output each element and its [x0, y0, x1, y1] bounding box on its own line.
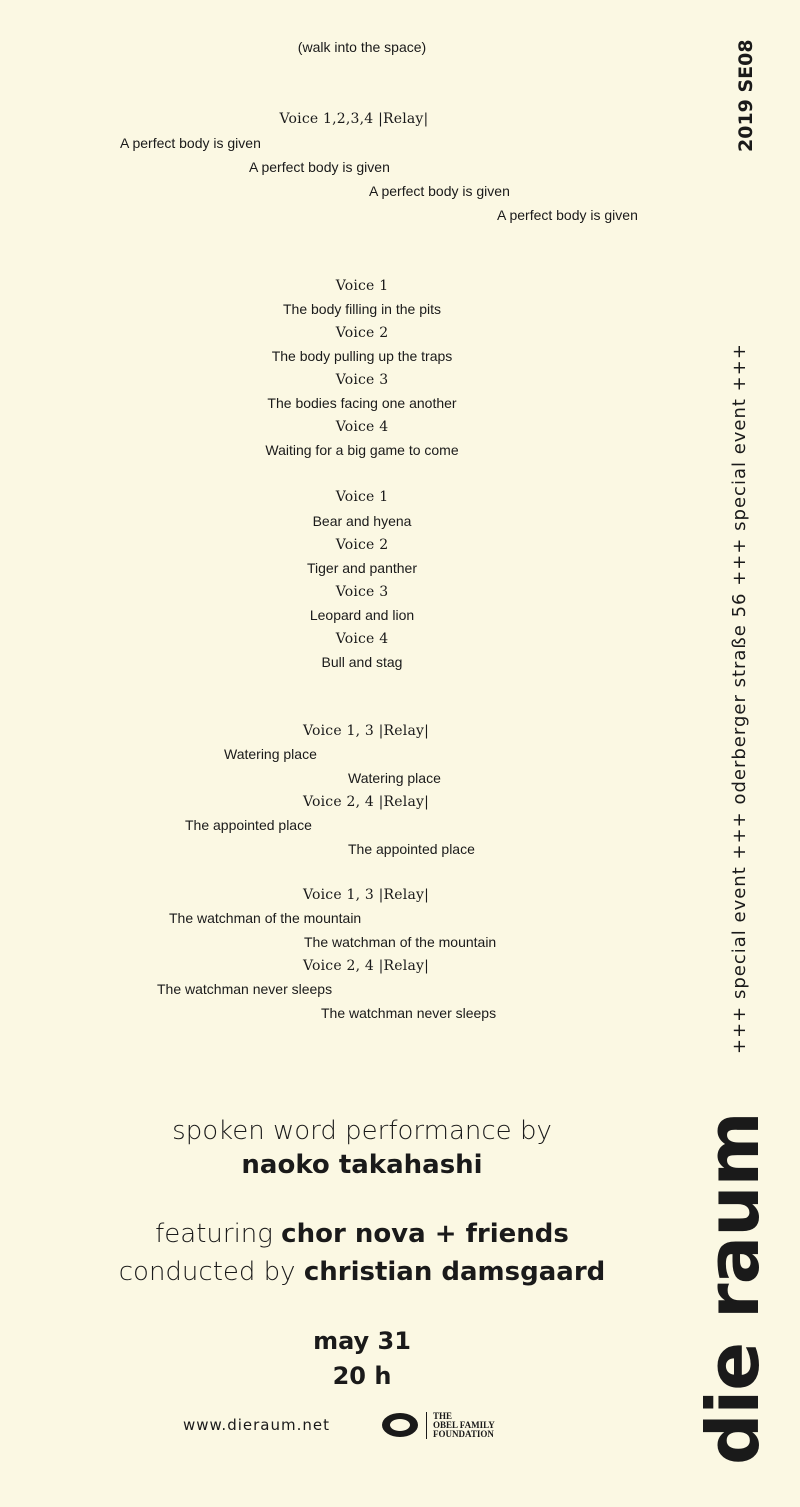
foundation-emblem-icon: [380, 1411, 420, 1439]
text-line: The appointed place: [185, 817, 312, 833]
event-time: 20 h: [332, 1362, 392, 1390]
foundation-name: THE OBEL FAMILY FOUNDATION: [426, 1412, 495, 1439]
conducted-line: [119, 1256, 606, 1288]
text-line: A perfect body is given: [497, 207, 638, 223]
conductor-name: christian damsgaard: [303, 1257, 606, 1287]
voice-label: Voice 4: [335, 631, 389, 647]
obel-foundation-logo: [380, 1410, 495, 1440]
voice-label: Voice 1, 3 |Relay|: [302, 887, 430, 903]
text-line: Leopard and lion: [309, 607, 415, 623]
featuring-line: [155, 1218, 569, 1250]
website-link[interactable]: www.dieraum.net: [183, 1416, 330, 1434]
text-line: The watchman of the mountain: [304, 934, 497, 950]
performer-name: naoko takahashi: [241, 1150, 483, 1180]
voice-label: Voice 2, 4 |Relay|: [302, 958, 430, 974]
text-line: Tiger and panther: [307, 560, 417, 576]
text-line: Waiting for a big game to come: [265, 442, 459, 458]
event-ticker: +++ special event +++ oderberger straße 56 +++ special event +++: [729, 343, 750, 1054]
text-line: The watchman never sleeps: [321, 1005, 497, 1021]
performer-line: [241, 1149, 482, 1181]
text-line: The bodies facing one another: [267, 395, 457, 411]
season-label: 2019 SE08: [735, 39, 757, 152]
voice-label: Voice 1: [335, 278, 389, 294]
event-date: may 31: [313, 1327, 411, 1355]
conducted-prefix: conducted by: [118, 1257, 296, 1287]
voice-label: Voice 1,2,3,4 |Relay|: [279, 111, 429, 127]
voice-label: Voice 2: [335, 325, 389, 341]
voice-label: Voice 3: [335, 584, 389, 600]
intro-line: (walk into the space): [297, 39, 427, 55]
voice-label: Voice 3: [335, 372, 389, 388]
text-line: Bull and stag: [321, 654, 403, 670]
performance-line: [172, 1115, 552, 1147]
text-line: The body filling in the pits: [283, 301, 441, 317]
featuring-prefix: featuring: [155, 1219, 273, 1249]
text-line: The appointed place: [348, 841, 475, 857]
text-line: A perfect body is given: [249, 159, 390, 175]
voice-label: Voice 4: [335, 419, 389, 435]
text-line: A perfect body is given: [369, 183, 510, 199]
performance-prefix: spoken word performance by: [172, 1116, 552, 1146]
featuring-name: chor nova + friends: [281, 1219, 569, 1249]
text-line: The body pulling up the traps: [271, 348, 453, 364]
text-line: Bear and hyena: [312, 513, 412, 529]
text-line: The watchman of the mountain: [169, 910, 362, 926]
text-line: The watchman never sleeps: [157, 981, 333, 997]
voice-label: Voice 2: [335, 537, 389, 553]
voice-label: Voice 1: [335, 489, 389, 505]
text-line: Watering place: [224, 746, 317, 762]
brand-logo: die raum: [691, 1112, 775, 1465]
voice-label: Voice 1, 3 |Relay|: [302, 723, 430, 739]
text-line: Watering place: [348, 770, 441, 786]
voice-label: Voice 2, 4 |Relay|: [302, 794, 430, 810]
text-line: A perfect body is given: [120, 135, 261, 151]
